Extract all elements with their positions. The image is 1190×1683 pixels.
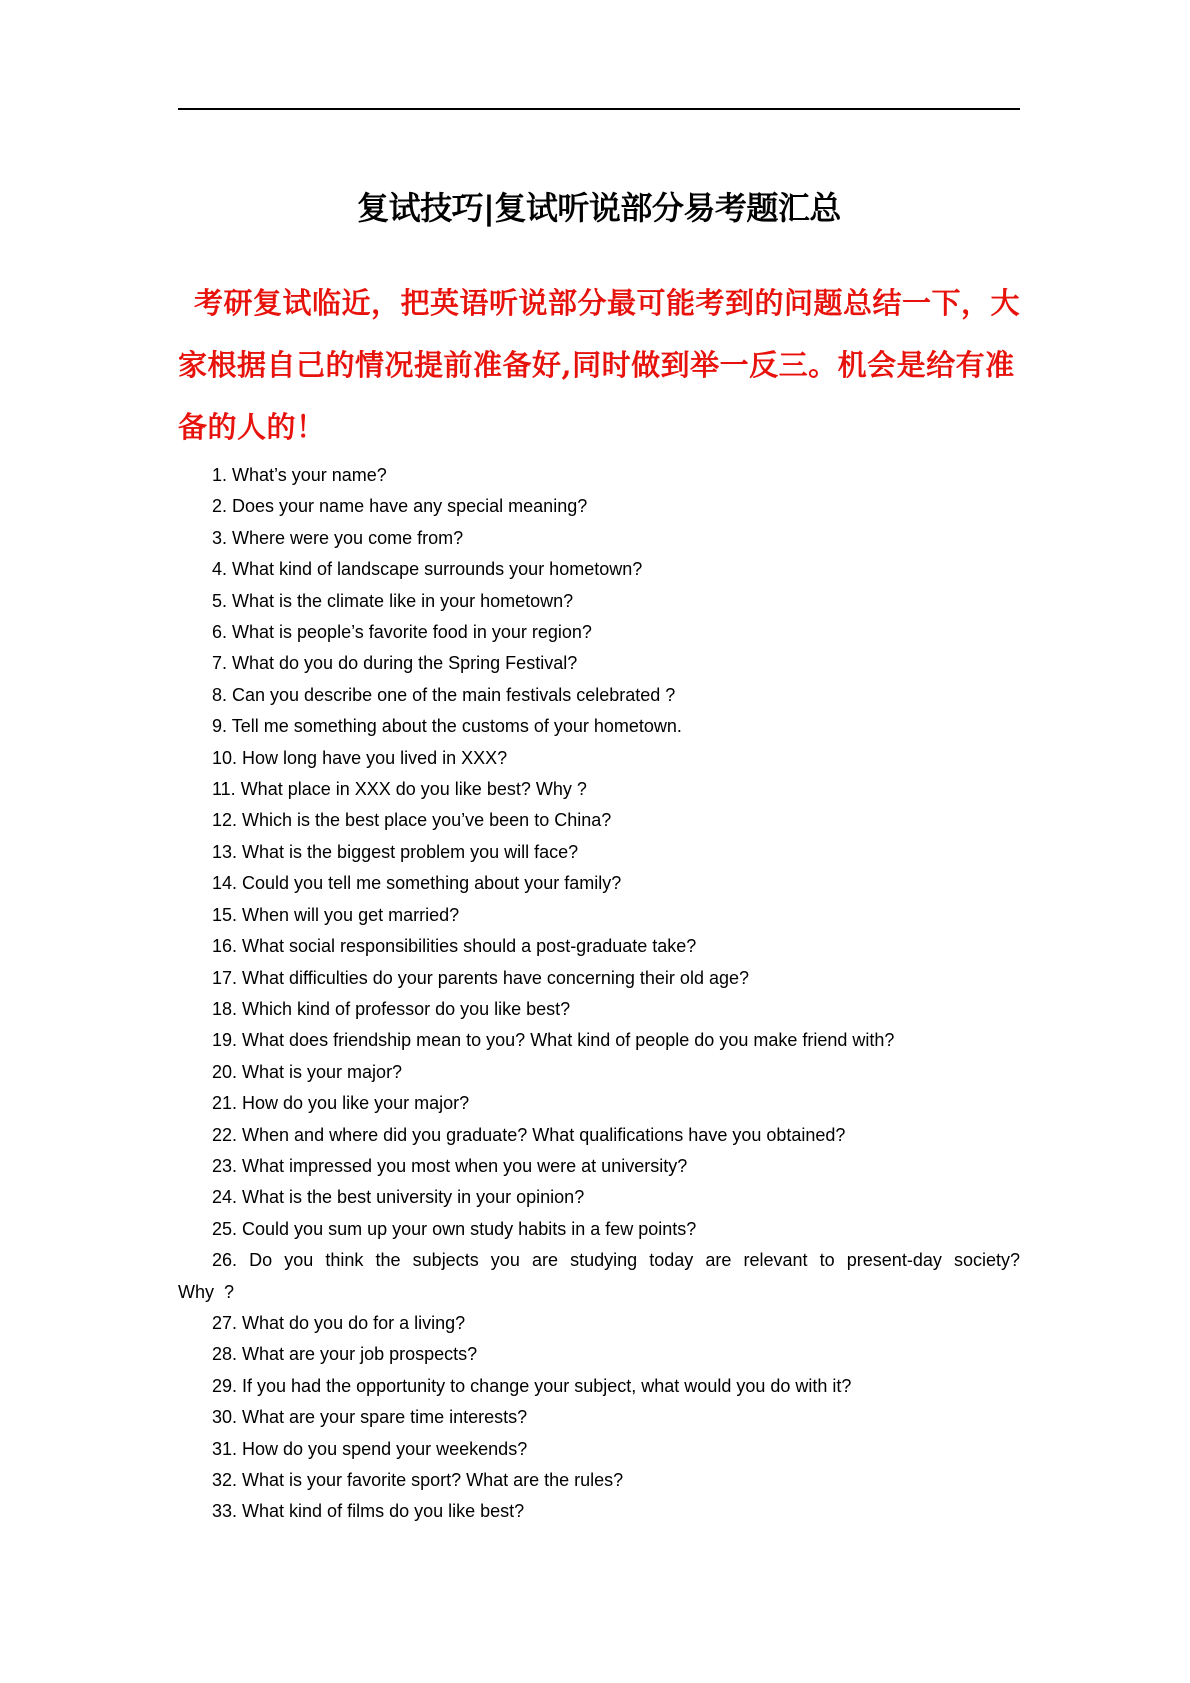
question-item: 23. What impressed you most when you were at university? [212, 1155, 688, 1176]
question-item: 33. What kind of films do you like best? [212, 1501, 525, 1522]
question-item: 6. What is people’s favorite food in your region? [212, 622, 592, 643]
question-item: 29. If you had the opportunity to change your subject, what would you do with it? [212, 1375, 852, 1396]
question-item: 8. Can you describe one of the main festivals celebrated ? [212, 684, 676, 705]
question-item: 7. What do you do during the Spring Festival? [212, 653, 578, 674]
question-item: 19. What does friendship mean to you? What kind of people do you make friend with? [212, 1030, 895, 1051]
question-item: 12. Which is the best place you’ve been to China? [212, 810, 612, 831]
question-item: 15. When will you get married? [212, 904, 460, 925]
question-item: 30. What are your spare time interests? [212, 1407, 528, 1428]
question-item: 2. Does your name have any special meaning? [212, 496, 588, 517]
question-item: 31. How do you spend your weekends? [212, 1438, 528, 1459]
question-item: 13. What is the biggest problem you will face? [212, 841, 579, 862]
header-rule [178, 108, 1020, 110]
question-item: 20. What is your major? [212, 1061, 403, 1082]
question-item: 17. What difficulties do your parents have concerning their old age? [212, 967, 749, 988]
question-item: 27. What do you do for a living? [212, 1312, 466, 1333]
question-item: 14. Could you tell me something about your family? [212, 873, 622, 894]
intro-paragraph: 考研复试临近，把英语听说部分最可能考到的问题总结一下，大家根据自己的情况提前准备好,同时做到举一反三。机会是给有准备的人的！ [178, 286, 1021, 444]
question-item: 3. Where were you come from? [212, 527, 464, 548]
question-item: 4. What kind of landscape surrounds your hometown? [212, 559, 643, 580]
document-title: 复试技巧|复试听说部分易考题汇总 [357, 189, 841, 227]
question-item: 25. Could you sum up your own study habits in a few points? [212, 1218, 697, 1239]
question-item: 1. What’s your name? [212, 465, 387, 485]
question-item: 24. What is the best university in your opinion? [212, 1187, 585, 1208]
question-item: 22. When and where did you graduate? What qualifications have you obtained? [212, 1124, 846, 1145]
question-item: 26. Do you think the subjects you are studying today are relevant to present-day society? Why ? [178, 1250, 1020, 1302]
question-item: 10. How long have you lived in XXX? [212, 747, 508, 768]
question-item: 5. What is the climate like in your hometown? [212, 590, 574, 611]
question-item: 9. Tell me something about the customs of your hometown. [212, 716, 682, 737]
question-list [178, 460, 1020, 1528]
question-item: 28. What are your job prospects? [212, 1344, 478, 1365]
question-item: 16. What social responsibilities should a post-graduate take? [212, 936, 697, 957]
question-item: 32. What is your favorite sport? What are the rules? [212, 1470, 624, 1490]
question-item: 11. What place in XXX do you like best? Why ? [212, 779, 587, 800]
question-item: 18. Which kind of professor do you like best? [212, 998, 571, 1019]
question-item: 21. How do you like your major? [212, 1093, 470, 1114]
